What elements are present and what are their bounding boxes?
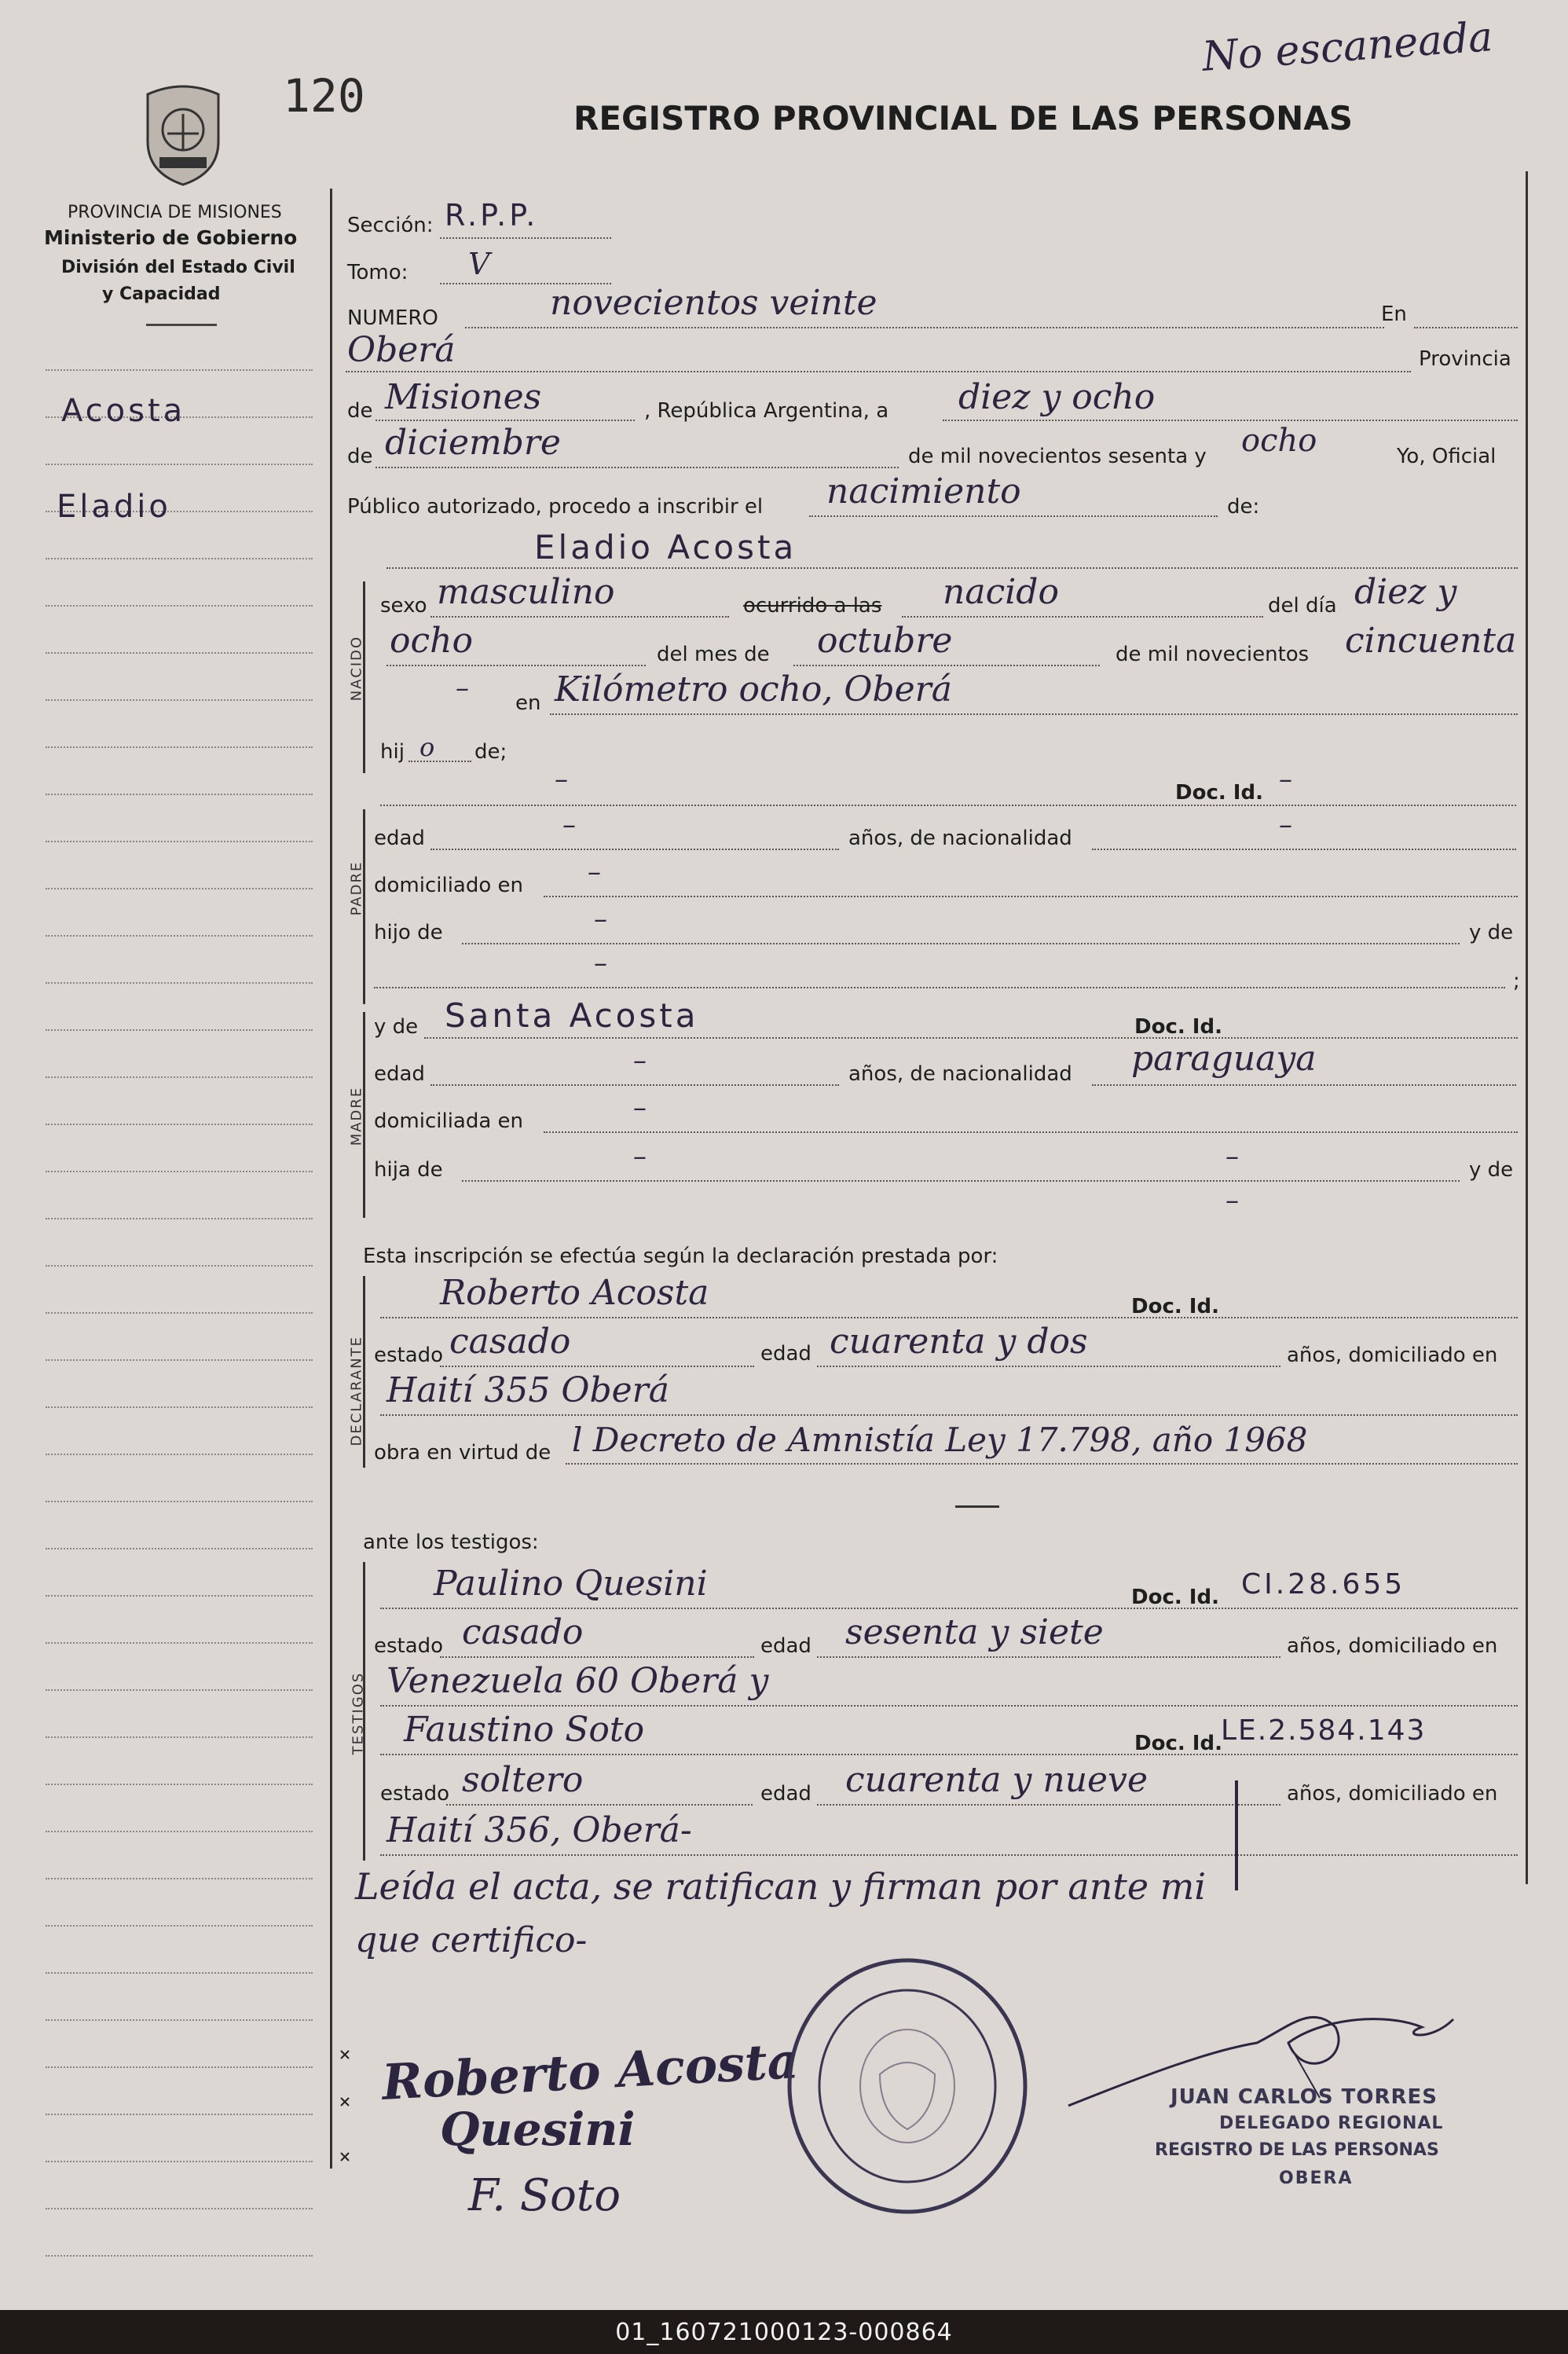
birth-place-line <box>550 713 1518 715</box>
hijo-suffix-line <box>408 761 471 762</box>
sidebar-ruled-line <box>46 1454 313 1455</box>
madre-section-label: MADRE <box>348 1086 365 1146</box>
sidebar-ruled-line <box>46 1642 313 1644</box>
numero-line <box>465 327 1384 328</box>
testigos-section-label: TESTIGOS <box>350 1671 367 1755</box>
signature-marks <box>338 2043 354 2176</box>
madre-name-value: Santa Acosta <box>445 996 699 1035</box>
w2-address-line <box>380 1854 1518 1856</box>
madre-domicilio-line <box>544 1131 1518 1133</box>
sidebar-ruled-line <box>46 1312 313 1314</box>
sidebar-ruled-line <box>46 2208 313 2209</box>
sidebar-ruled-line <box>46 1029 313 1031</box>
closing-line-2: que certifico- <box>355 1920 588 1960</box>
file-id-footer: 01_160721000123-000864 <box>0 2310 1568 2354</box>
w2-edad-label: edad <box>760 1782 811 1806</box>
padre-hijo-label: hijo de <box>374 921 443 944</box>
sidebar-ruled-line <box>46 605 313 607</box>
padre-edad-dash: – <box>562 809 576 841</box>
madre-doc-label: Doc. Id. <box>1134 1015 1222 1039</box>
padre-edad-label: edad <box>374 827 425 850</box>
sidebar-ruled-line <box>46 652 313 654</box>
birth-dash: – <box>456 673 469 704</box>
official-role: DELEGADO REGIONAL <box>1219 2114 1444 2133</box>
nacido-doc-dash: – <box>1279 764 1292 795</box>
right-frame-line <box>1526 171 1528 1884</box>
sidebar-ruled-line <box>46 1406 313 1408</box>
w2-doc-value: LE.2.584.143 <box>1221 1714 1427 1747</box>
sexo-value: masculino <box>437 572 615 612</box>
sidebar-ruled-line <box>46 1831 313 1832</box>
en-label: En <box>1381 302 1407 326</box>
w1-estado-value: casado <box>462 1612 584 1652</box>
document-title: REGISTRO PROVINCIAL DE LAS PERSONAS <box>573 99 1354 138</box>
padre-nacionalidad-dash: – <box>1279 809 1292 841</box>
padre-extra-dash: – <box>594 948 607 979</box>
sidebar-ruled-line <box>46 1595 313 1597</box>
sidebar-ruled-line <box>46 464 313 465</box>
numero-value: novecientos veinte <box>550 283 877 323</box>
sidebar-header-capacity: y Capacidad <box>102 284 221 304</box>
padre-extra-line <box>374 987 1505 988</box>
sidebar-ruled-line <box>46 1265 313 1267</box>
birth-day-value2: ocho <box>390 621 473 661</box>
madre-nacionalidad-value: paraguaya <box>1131 1039 1317 1079</box>
birth-month-line <box>793 665 1100 666</box>
sidebar-ruled-line <box>46 1124 313 1125</box>
sidebar-ruled-line <box>46 369 313 371</box>
anio-label: de mil novecientos <box>1116 643 1310 666</box>
declarante-address-line <box>380 1414 1518 1416</box>
mes-label: del mes de <box>657 643 770 666</box>
w2-name-value: Faustino Soto <box>404 1710 645 1750</box>
hijo-de-label: de; <box>474 740 507 764</box>
page-number: 120 <box>283 69 365 123</box>
padre-y-de-label: y de <box>1469 921 1514 944</box>
nacido-value: nacido <box>943 572 1059 612</box>
obra-label: obra en virtud de <box>374 1441 551 1465</box>
de2-label: de <box>347 445 373 468</box>
w1-edad-line <box>817 1656 1280 1658</box>
republica-label: , República Argentina, a <box>644 399 889 423</box>
sidebar-ruled-line <box>46 1878 313 1879</box>
madre-nacionalidad-line <box>1092 1084 1516 1086</box>
sidebar-ruled-line <box>46 935 313 937</box>
sidebar-ruled-line <box>46 1501 313 1502</box>
person-name-line <box>387 567 1518 569</box>
birth-year-value: cincuenta <box>1345 621 1517 661</box>
obra-value: l Decreto de Amnistía Ley 17.798, año 1968 <box>572 1421 1308 1459</box>
testigos-intro: ante los testigos: <box>363 1531 539 1554</box>
month-value: diciembre <box>385 423 561 463</box>
corner-note: No escaneada <box>1200 13 1495 81</box>
declarante-doc-label: Doc. Id. <box>1131 1295 1219 1318</box>
day-line <box>943 420 1518 421</box>
seccion-value: R.P.P. <box>445 198 539 233</box>
day-value: diez y ocho <box>958 377 1156 417</box>
declarante-address-value: Haití 355 Oberá <box>387 1370 669 1410</box>
obra-underline <box>955 1505 999 1508</box>
sidebar-ruled-line <box>46 699 313 701</box>
w2-name-line <box>380 1754 1518 1755</box>
padre-edad-line <box>430 849 839 850</box>
oficial-label: Yo, Oficial <box>1397 445 1497 468</box>
place-line <box>346 371 1411 372</box>
parent-dash: – <box>555 764 568 795</box>
w1-name-line <box>380 1608 1518 1609</box>
sidebar-ruled-line <box>46 1972 313 1974</box>
signature-roberto-acosta: Roberto Acosta <box>380 2032 800 2111</box>
witness-vertical-mark <box>1235 1780 1238 1890</box>
declarante-estado-line <box>440 1366 754 1367</box>
w1-name-value: Paulino Quesini <box>434 1564 708 1604</box>
signature-soto: F. Soto <box>468 2170 621 2221</box>
padre-hijo-dash: – <box>594 904 607 935</box>
sidebar-ruled-line <box>46 2114 313 2115</box>
padre-hijo-line <box>462 943 1460 944</box>
madre-domicilio-label: domiciliada en <box>374 1109 524 1133</box>
madre-hija-dash2: – <box>1225 1141 1239 1172</box>
de-label: de <box>347 399 373 423</box>
madre-name-line <box>424 1037 1518 1039</box>
de3-label: de: <box>1227 495 1260 519</box>
w2-estado-value: soltero <box>462 1760 584 1800</box>
year-label: de mil novecientos sesenta y <box>908 445 1207 468</box>
padre-section-label: PADRE <box>348 860 365 916</box>
declarante-edad-value: cuarenta y dos <box>830 1322 1088 1362</box>
sidebar-ruled-line <box>46 888 313 889</box>
sidebar-ruled-line <box>46 1925 313 1927</box>
w1-doc-value: CI.28.655 <box>1241 1568 1406 1600</box>
w1-edad-label: edad <box>760 1634 811 1658</box>
nacido-section-label: NACIDO <box>348 635 365 702</box>
w1-domicilio-label: años, domiciliado en <box>1287 1634 1498 1658</box>
sidebar-header-province: PROVINCIA DE MISIONES <box>68 203 282 222</box>
madre-yde-label: y de <box>374 1015 419 1039</box>
madre-y-de-label: y de <box>1469 1158 1514 1182</box>
sidebar-ruled-line <box>46 1736 313 1738</box>
birth-day2-line <box>387 665 646 666</box>
left-frame-line <box>330 189 332 2169</box>
sidebar-ruled-line <box>46 558 313 559</box>
sidebar-ruled-line <box>46 1076 313 1078</box>
w1-estado-label: estado <box>374 1634 444 1658</box>
madre-domicilio-dash: – <box>633 1092 647 1124</box>
w2-edad-value: cuarenta y nueve <box>845 1760 1148 1800</box>
w2-address-value: Haití 356, Oberá- <box>387 1810 692 1850</box>
w1-doc-label: Doc. Id. <box>1131 1586 1219 1609</box>
official-city: OBERA <box>1279 2169 1354 2188</box>
padre-domicilio-line <box>544 896 1518 897</box>
ocurrido-label: ocurrido a las <box>743 594 882 618</box>
province-line <box>376 420 635 421</box>
en-line <box>1414 327 1518 328</box>
person-name: Eladio Acosta <box>534 528 797 566</box>
madre-hija-label: hija de <box>374 1158 443 1182</box>
sidebar-given-name: Eladio <box>57 489 171 525</box>
padre-semicolon: ; <box>1513 970 1520 993</box>
month-line <box>376 467 899 468</box>
sidebar-ruled-line <box>46 841 313 842</box>
provincia-label: Provincia <box>1419 347 1511 371</box>
madre-extra-dash: – <box>1225 1185 1239 1216</box>
official-office: REGISTRO DE LAS PERSONAS <box>1155 2140 1439 2160</box>
sidebar-header-division: División del Estado Civil <box>61 258 295 277</box>
sidebar-ruled-line <box>46 1359 313 1361</box>
w1-address-line <box>380 1705 1518 1707</box>
madre-nacionalidad-label: años, de nacionalidad <box>848 1062 1072 1086</box>
madre-edad-line <box>430 1084 839 1086</box>
time-line <box>902 616 1263 618</box>
act-line <box>809 515 1218 517</box>
act-value: nacimiento <box>826 471 1021 512</box>
declarante-section-label: DECLARANTE <box>348 1336 365 1446</box>
declarante-estado-label: estado <box>374 1344 444 1367</box>
madre-hija-dash: – <box>633 1141 647 1172</box>
obra-line <box>566 1463 1518 1465</box>
declarante-intro: Esta inscripción se efectúa según la declaración prestada por: <box>363 1245 998 1268</box>
year-value: ocho <box>1241 423 1317 459</box>
seccion-line <box>440 237 611 239</box>
publico-label: Público autorizado, procedo a inscribir el <box>347 495 764 519</box>
closing-line-1: Leída el acta, se ratifican y firman por ante mi <box>355 1865 1207 1908</box>
official-seal <box>778 1956 1037 2216</box>
sidebar-surname: Acosta <box>61 393 186 429</box>
madre-hija-line <box>462 1180 1460 1182</box>
sidebar-ruled-line <box>46 2019 313 2021</box>
w1-address-value: Venezuela 60 Oberá y <box>387 1661 769 1701</box>
official-name: JUAN CARLOS TORRES <box>1171 2085 1438 2109</box>
birth-place-value: Kilómetro ocho, Oberá <box>555 669 952 710</box>
madre-edad-dash: – <box>633 1045 647 1076</box>
nacido-doc-label: Doc. Id. <box>1175 781 1263 805</box>
coat-of-arms-emblem <box>140 79 226 189</box>
declarante-edad-label: edad <box>760 1342 811 1366</box>
w1-edad-value: sesenta y siete <box>845 1612 1104 1652</box>
sidebar-ruled-line <box>46 1218 313 1219</box>
sidebar-ruled-line <box>46 746 313 748</box>
sidebar-ruled-line <box>46 1171 313 1172</box>
province-value: Misiones <box>385 377 542 417</box>
sidebar-ruled-line <box>46 982 313 984</box>
sidebar-ruled-line <box>46 1548 313 1549</box>
sidebar-ruled-line <box>46 2066 313 2068</box>
padre-domicilio-label: domiciliado en <box>374 874 524 897</box>
w2-estado-line <box>446 1804 753 1806</box>
padre-nacionalidad-line <box>1092 849 1516 850</box>
hijo-suffix: o <box>419 732 435 762</box>
sidebar-ruled-line <box>46 2255 313 2257</box>
declarante-edad-line <box>817 1366 1280 1367</box>
sidebar-divider <box>146 324 217 326</box>
birth-month-value: octubre <box>817 621 953 661</box>
declarante-estado-value: casado <box>449 1322 571 1362</box>
birth-day-value: diez y <box>1354 572 1457 612</box>
sidebar-header-ministry: Ministerio de Gobierno <box>44 226 298 249</box>
w2-domicilio-label: años, domiciliado en <box>1287 1782 1498 1806</box>
declarante-name-value: Roberto Acosta <box>440 1273 709 1313</box>
place-value: Oberá <box>347 330 456 370</box>
padre-nacionalidad-label: años, de nacionalidad <box>848 827 1072 850</box>
seccion-label: Sección: <box>347 214 434 237</box>
w2-edad-line <box>817 1804 1280 1806</box>
sexo-label: sexo <box>380 594 427 618</box>
numero-label: NUMERO <box>347 306 438 330</box>
hijo-label: hij <box>380 740 405 764</box>
declarante-name-line <box>380 1317 1518 1318</box>
sidebar-ruled-line <box>46 1689 313 1691</box>
padre-domicilio-dash: – <box>588 856 601 888</box>
w2-estado-label: estado <box>380 1782 450 1806</box>
madre-edad-label: edad <box>374 1062 425 1086</box>
w2-doc-label: Doc. Id. <box>1134 1732 1222 1755</box>
sidebar-ruled-line <box>46 794 313 795</box>
sexo-line <box>430 616 729 618</box>
parent-line <box>380 805 1516 806</box>
en-place-label: en <box>515 691 541 715</box>
sidebar-ruled-line <box>46 2161 313 2162</box>
signature-quesini: Quesini <box>440 2103 636 2156</box>
declarante-domicilio-label: años, domiciliado en <box>1287 1344 1498 1367</box>
tomo-value: V <box>468 247 490 281</box>
del-dia-label: del día <box>1268 594 1337 618</box>
tomo-label: Tomo: <box>347 261 408 284</box>
sidebar-ruled-line <box>46 1784 313 1785</box>
w1-estado-line <box>440 1656 754 1658</box>
